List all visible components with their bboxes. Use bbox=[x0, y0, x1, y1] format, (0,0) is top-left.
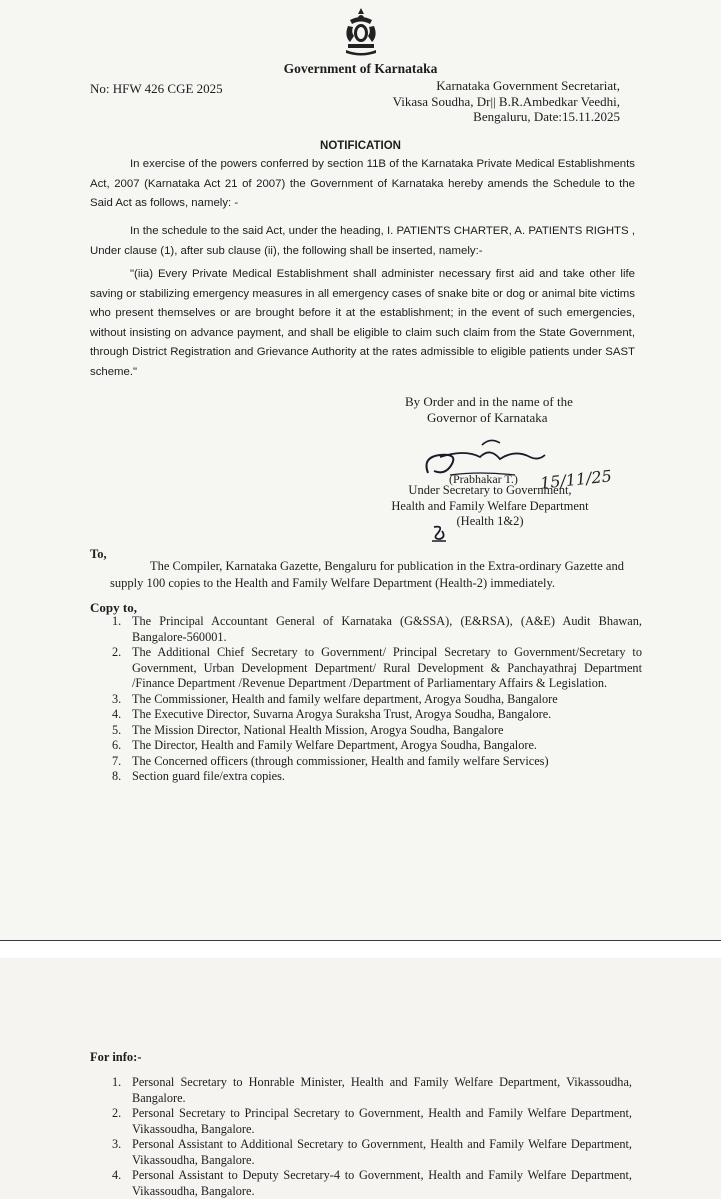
item-number: 2. bbox=[112, 1106, 122, 1120]
paragraph-text: In exercise of the powers conferred by section 11B of the Karnataka Private Medical Establishments Act, 2007 (Karnataka Act 21 of 2007) the Government of Karnataka hereby amends the Schedule to the Said Act as follows, namely: - bbox=[90, 158, 635, 209]
handwritten-mark-icon bbox=[430, 523, 448, 543]
secretariat-address bbox=[380, 78, 620, 125]
signatory-designation bbox=[385, 483, 595, 530]
item-text: Personal Assistant to Additional Secretary to Government, Health and Family Welfare Department, Vikassoudha, Bangalore. bbox=[132, 1137, 632, 1167]
list-item bbox=[112, 1106, 632, 1137]
item-number: 3. bbox=[112, 1137, 122, 1151]
list-item bbox=[112, 723, 642, 739]
item-number: 5. bbox=[112, 722, 122, 737]
recipient-text: The Compiler, Karnataka Gazette, Bengaluru for publication in the Extra-ordinary Gazette and supply 100 copies to the Health and Family Welfare Department (Health-2) immediately. bbox=[110, 559, 624, 590]
copy-to-list bbox=[112, 614, 642, 785]
list-item bbox=[112, 754, 642, 770]
address-line: Bengaluru, Date:15.11.2025 bbox=[473, 109, 620, 124]
item-number: 2. bbox=[112, 645, 122, 659]
copy-to-label: Copy to, bbox=[90, 600, 137, 615]
list-item bbox=[112, 1137, 632, 1168]
item-text: The Executive Director, Suvarna Arogya Suraksha Trust, Arogya Soudha, Bangalore. bbox=[132, 707, 552, 721]
signatory-name: (Prabhakar T.) bbox=[449, 472, 518, 486]
notification-heading: NOTIFICATION bbox=[320, 140, 401, 152]
list-item bbox=[112, 1075, 632, 1106]
karnataka-emblem-icon bbox=[340, 6, 382, 58]
designation-line: (Health 1&2) bbox=[456, 514, 524, 528]
item-number: 7. bbox=[112, 753, 122, 768]
list-item bbox=[112, 1168, 632, 1199]
item-number: 1. bbox=[112, 1075, 122, 1089]
notification-paragraph-3 bbox=[90, 265, 635, 382]
notification-paragraph-2 bbox=[90, 222, 635, 261]
list-item bbox=[112, 614, 642, 645]
item-text: Personal Secretary to Principal Secretary to Government, Health and Family Welfare Department, Vikassoudha, Bangalore. bbox=[132, 1106, 632, 1136]
list-item bbox=[112, 692, 642, 708]
to-recipient-text bbox=[110, 558, 638, 592]
list-item bbox=[112, 645, 642, 692]
item-number: 4. bbox=[112, 1168, 122, 1182]
item-number: 1. bbox=[112, 614, 122, 628]
reference-number: No: HFW 426 CGE 2025 bbox=[90, 81, 223, 96]
handwritten-date: 15/11/25 bbox=[539, 466, 613, 493]
item-number: 8. bbox=[112, 769, 122, 783]
item-number: 6. bbox=[112, 738, 122, 752]
page-separator bbox=[0, 940, 721, 959]
list-item bbox=[112, 707, 642, 723]
address-line: Vikasa Soudha, Dr|| B.R.Ambedkar Veedhi, bbox=[392, 93, 620, 109]
item-text: Personal Assistant to Deputy Secretary-4 to Government, Health and Family Welfare Department, Vikassoudha, Bangalore. bbox=[132, 1168, 632, 1198]
government-title: Government of Karnataka bbox=[283, 61, 438, 76]
for-info-list bbox=[112, 1075, 632, 1199]
list-item bbox=[112, 738, 642, 754]
address-line: Karnataka Government Secretariat, bbox=[436, 78, 620, 93]
item-number: 4. bbox=[112, 707, 122, 721]
order-statement bbox=[405, 394, 605, 426]
item-text: Section guard file/extra copies. bbox=[132, 769, 285, 783]
paragraph-text: In the schedule to the said Act, under the heading, I. PATIENTS CHARTER, A. PATIENTS RIGHTS , Under clause (1), after sub clause (ii), the following shall be inserted, namely:- bbox=[90, 225, 635, 257]
order-line: Governor of Karnataka bbox=[427, 410, 548, 425]
item-text: Personal Secretary to Honrable Minister, Health and Family Welfare Department, Vikassoudha, Bangalore. bbox=[132, 1075, 632, 1105]
designation-line: Under Secretary to Government, bbox=[408, 483, 572, 497]
order-line: By Order and in the name of the bbox=[405, 394, 573, 409]
item-text: The Concerned officers (through commissioner, Health and family welfare Services) bbox=[132, 753, 549, 768]
paragraph-text: "(iia) Every Private Medical Establishment shall administer necessary first aid and take other life saving or stabilizing emergency measures in all emergency cases of snake bite or dog or animal bite victims who present themselves or are brought before it at the establishment; in the event of such emergencies, without insisting on advance payment, and shall be eligible to claim such claim from the State Government, through District Registration and Grievance Authority at the rates admissible to eligible patients under SAST scheme." bbox=[90, 268, 635, 378]
item-number: 3. bbox=[112, 691, 122, 706]
item-text: The Director, Health and Family Welfare Department, Arogya Soudha, Bangalore. bbox=[132, 738, 537, 752]
item-text: The Principal Accountant General of Karnataka (G&SSA), (E&RSA), (A&E) Audit Bhawan, Bangalore-560001. bbox=[132, 614, 642, 644]
notification-paragraph-1 bbox=[90, 155, 635, 214]
to-label: To, bbox=[90, 547, 107, 561]
designation-line: Health and Family Welfare Department bbox=[391, 498, 589, 513]
item-text: The Additional Chief Secretary to Government/ Principal Secretary to Government/Secretary to Government, Urban Development Department/ Rural Development & Panchayathraj Department /Finance Department /Revenue Department /Department of Parliamentary Affairs & Legislation. bbox=[132, 645, 642, 690]
item-text: The Mission Director, National Health Mission, Arogya Soudha, Bangalore bbox=[132, 722, 504, 737]
for-info-label: For info:- bbox=[90, 1050, 142, 1064]
list-item bbox=[112, 769, 642, 785]
item-text: The Commissioner, Health and family welfare department, Arogya Soudha, Bangalore bbox=[132, 691, 558, 706]
